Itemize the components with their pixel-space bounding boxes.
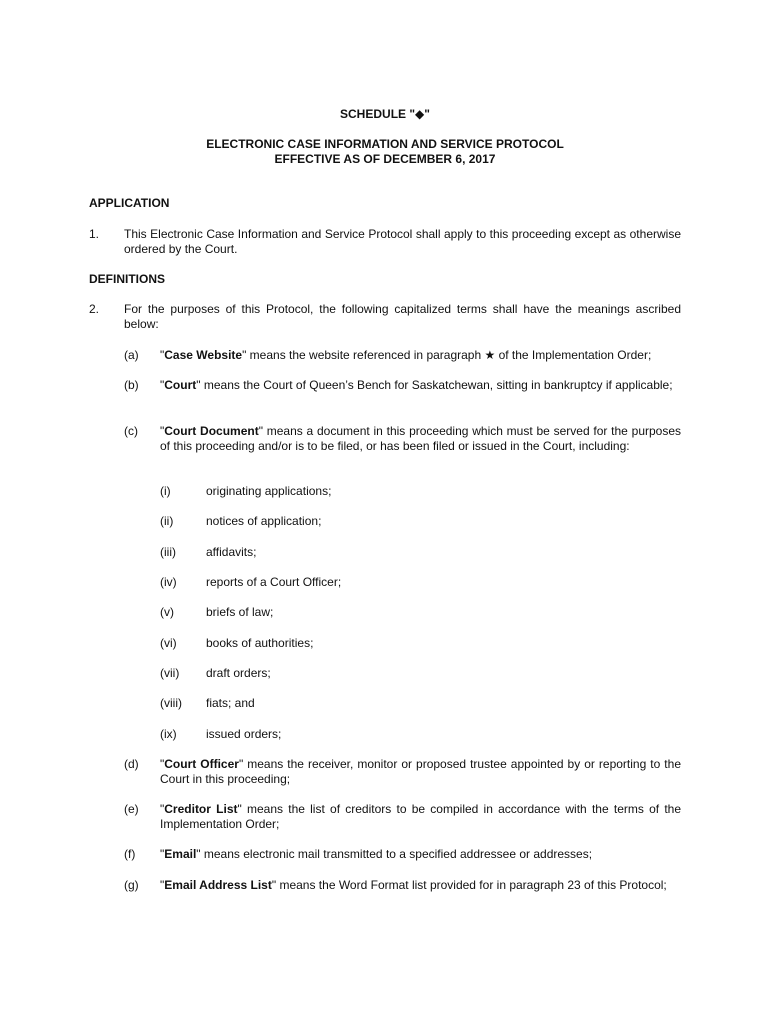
definition-e-label: (e) (124, 802, 139, 816)
definition-e-term: Creditor List (164, 802, 238, 816)
definition-g: "Email Address List" means the Word Format list provided for in paragraph 23 of this Protocol; (160, 878, 667, 892)
definition-g-label: (g) (124, 878, 139, 892)
definition-f-label: (f) (124, 847, 136, 861)
list-item: notices of application; (206, 514, 322, 528)
list-item-label: (iii) (160, 545, 176, 559)
definition-d: "Court Officer" means the receiver, monitor or proposed trustee appointed by or reporting to the Court in this proceeding; (160, 757, 681, 786)
list-item-label: (iv) (160, 575, 177, 589)
list-item: draft orders; (206, 666, 271, 680)
definition-c-label: (c) (124, 424, 138, 438)
list-item-label: (i) (160, 484, 171, 498)
definitions-heading: DEFINITIONS (89, 272, 166, 286)
paragraph-1-number: 1. (89, 227, 100, 241)
application-heading: APPLICATION (89, 196, 170, 210)
definition-b-label: (b) (124, 378, 139, 392)
protocol-title: ELECTRONIC CASE INFORMATION AND SERVICE PROTOCOL (206, 137, 564, 151)
definition-b-term: Court (164, 378, 197, 392)
list-item: briefs of law; (206, 605, 274, 619)
definition-a-label: (a) (124, 348, 139, 362)
effective-date: EFFECTIVE AS OF DECEMBER 6, 2017 (274, 152, 496, 166)
list-item: issued orders; (206, 727, 282, 741)
definition-b: "Court" means the Court of Queen’s Bench for Saskatchewan, sitting in bankruptcy if applicable; (160, 378, 673, 392)
definition-g-term: Email Address List (164, 878, 272, 892)
list-item-label: (v) (160, 605, 174, 619)
list-item: originating applications; (206, 484, 332, 498)
definition-d-label: (d) (124, 757, 139, 771)
definition-e: "Creditor List" means the list of creditors to be compiled in accordance with the terms of the Implementation Order; (160, 802, 681, 831)
paragraph-2-number: 2. (89, 302, 100, 316)
schedule-title: SCHEDULE "◆" (340, 107, 430, 121)
list-item: reports of a Court Officer; (206, 575, 342, 589)
definition-a-term: Case Website (164, 348, 243, 362)
list-item-label: (ix) (160, 727, 177, 741)
list-item: fiats; and (206, 696, 255, 710)
list-item-label: (viii) (160, 696, 182, 710)
definition-f-term: Email (164, 847, 197, 861)
definition-a: "Case Website" means the website referenced in paragraph ★ of the Implementation Order; (160, 348, 652, 362)
paragraph-2-intro: For the purposes of this Protocol, the following capitalized terms shall have the meanings ascribed below: (124, 302, 681, 331)
list-item: books of authorities; (206, 636, 314, 650)
definition-c-term: Court Document (164, 424, 259, 438)
list-item: affidavits; (206, 545, 257, 559)
definition-c: "Court Document" means a document in this proceeding which must be served for the purposes of this proceeding and/or is to be filed, or has been filed or issued in the Court, including: (160, 424, 682, 453)
list-item-label: (vi) (160, 636, 177, 650)
definition-f: "Email" means electronic mail transmitted to a specified addressee or addresses; (160, 847, 593, 861)
paragraph-1-text: This Electronic Case Information and Service Protocol shall apply to this proceeding except as otherwise ordered by the Court. (124, 227, 681, 256)
definition-d-term: Court Officer (164, 757, 239, 771)
list-item-label: (ii) (160, 514, 174, 528)
list-item-label: (vii) (160, 666, 180, 680)
